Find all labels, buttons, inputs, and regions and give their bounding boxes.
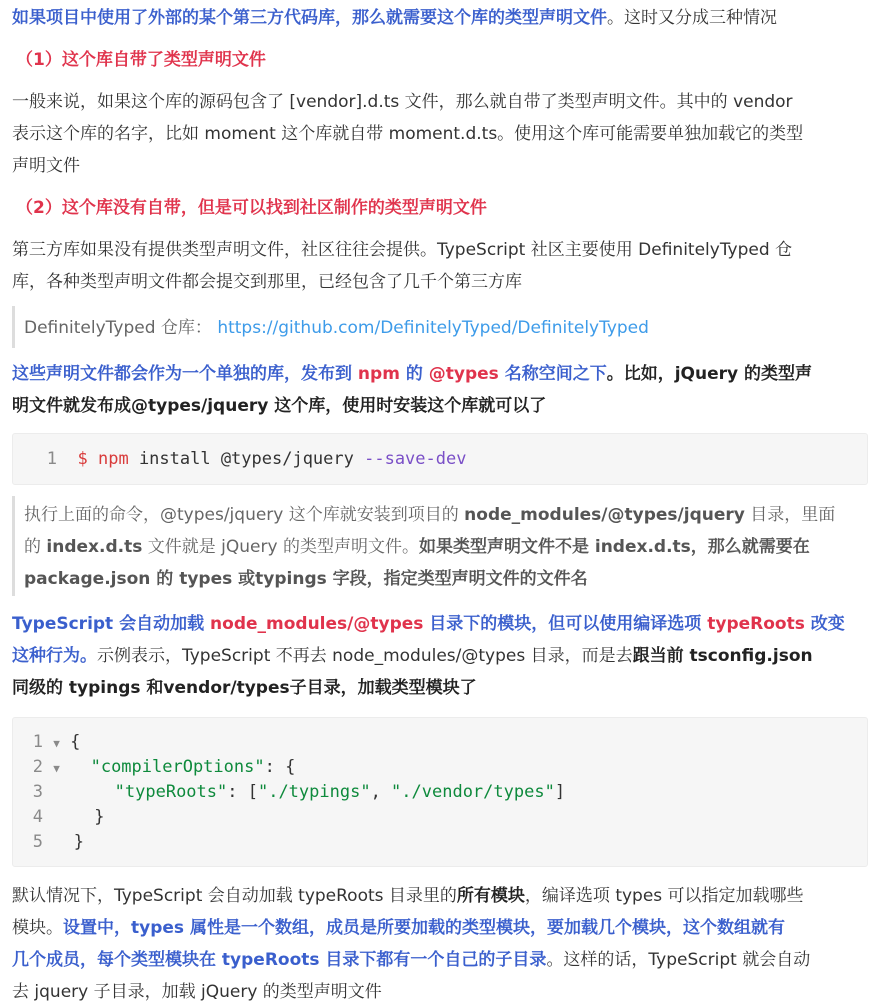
types-paragraph-line-2: 明文件就发布成@types/jquery 这个库，使用时安装这个库就可以了	[12, 396, 547, 416]
code-line	[13, 447, 466, 471]
json-string: "./typings"	[257, 782, 371, 802]
line-number: 5	[32, 832, 43, 852]
typeroots-paragraph-line-2	[12, 644, 866, 668]
types-scope-highlight: @types	[428, 364, 499, 384]
code-line-4	[13, 805, 104, 829]
shell-prompt: $	[77, 449, 88, 469]
json-brace: {	[70, 732, 81, 752]
case2-line-1: 第三方库如果没有提供类型声明文件，社区往往会提供。TypeScript 社区主要使用 DefinitelyTyped 仓	[12, 240, 793, 260]
types-option-line-3	[12, 948, 866, 972]
json-punct: ]	[554, 782, 566, 802]
line-number: 4	[32, 807, 43, 827]
line-number: 3	[32, 782, 43, 802]
code-line-1	[13, 730, 80, 756]
typeroots-highlight-e: 改变	[804, 614, 845, 634]
case1-line-1: 一般来说，如果这个库的源码包含了 [vendor].d.ts 文件，那么就自带了类型声明文件。其中的 vendor	[12, 92, 793, 112]
note-text: 文件就是 jQuery 的类型声明文件。	[142, 537, 419, 557]
quote-label: DefinitelyTyped 仓库：	[24, 318, 212, 338]
types-option-line-2	[12, 916, 866, 940]
typeroots-paragraph-line-3: 同级的 typings 和vendor/types子目录，加载类型模块了	[12, 678, 477, 698]
json-brace: }	[94, 807, 105, 827]
typeroots-bold: 跟当前 tsconfig.json	[632, 646, 813, 666]
typeroots-highlight-c: 目录下的模块，但可以使用编译选项	[423, 614, 708, 634]
case1-line-3: 声明文件	[12, 156, 80, 176]
install-note-line-3: package.json 的 types 或typings 字段，指定类型声明文件的文件名	[24, 569, 588, 589]
typeroots-highlight-l2a: 这种行为。	[12, 646, 97, 666]
types-highlight-e: 名称空间之下	[498, 364, 607, 384]
code-line-5	[13, 830, 84, 854]
line-number: 2	[32, 757, 43, 777]
line-number: 1	[32, 732, 43, 752]
json-brace: }	[73, 832, 84, 852]
save-dev-flag: --save-dev	[364, 449, 467, 469]
fold-toggle-icon[interactable]: ▼	[53, 762, 60, 775]
index-dts: index.d.ts	[46, 537, 143, 557]
heading-case-2: （2）这个库没有自带，但是可以找到社区制作的类型声明文件	[16, 198, 487, 218]
intro-paragraph	[12, 6, 866, 30]
code-block-tsconfig	[12, 717, 868, 867]
case1-line-2: 表示这个库的名字，比如 moment 这个库就自带 moment.d.ts。使用这个库可能需要单独加载它的类型	[12, 124, 804, 144]
note-text: 执行上面的命令，@types/jquery 这个库就安装到项目的	[24, 505, 465, 525]
types-option-text: 模块。	[12, 918, 63, 938]
types-option-text: 默认情况下，TypeScript 会自动加载 typeRoots 目录里的	[12, 886, 457, 906]
npm-highlight: npm	[357, 364, 400, 384]
definitelytyped-quote	[24, 316, 649, 340]
install-note-line-2	[24, 535, 810, 559]
node-modules-path: node_modules/@types/jquery	[464, 505, 745, 525]
json-punct: ,	[370, 782, 392, 802]
note-text: 目录，里面	[744, 505, 836, 525]
intro-rest: 。这时又分成三种情况	[607, 8, 777, 28]
types-highlight-c: 的	[399, 364, 429, 384]
code-line-2	[13, 755, 295, 781]
install-args: install @types/jquery	[128, 449, 365, 469]
types-option-text: 。这样的话，TypeScript 就会自动	[546, 950, 811, 970]
quote-bar	[12, 496, 15, 596]
typeroots-option-highlight: typeRoots	[707, 614, 805, 634]
code-line-3	[13, 780, 565, 804]
types-bold-f: 。比如，jQuery 的类型声	[606, 364, 813, 384]
typeroots-paragraph-line-1	[12, 612, 866, 636]
install-note-line-1	[24, 503, 835, 527]
typeroots-text: 示例表示，TypeScript 不再去 node_modules/@types 目录，而是去	[97, 646, 633, 666]
all-modules-bold: 所有模块	[456, 886, 525, 906]
types-option-text: ，编译选项 types 可以指定加载哪些	[524, 886, 804, 906]
types-option-line-1	[12, 884, 866, 908]
types-option-highlight: 设置中，types 属性是一个数组，成员是所要加载的类型模块，要加载几个模块，这个数组就有	[63, 918, 785, 938]
note-bold: 如果类型声明文件不是 index.d.ts，那么就需要在	[418, 537, 810, 557]
code-block-install	[12, 433, 868, 485]
json-key: "compilerOptions"	[90, 757, 265, 777]
case2-line-2: 库，各种类型声明文件都会提交到那里，已经包含了几千个第三方库	[12, 272, 522, 292]
json-string: "./vendor/types"	[391, 782, 555, 802]
json-key: "typeRoots"	[114, 782, 228, 802]
heading-case-1: （1）这个库自带了类型声明文件	[16, 50, 266, 70]
quote-bar	[12, 306, 15, 348]
typeroots-highlight-a: TypeScript 会自动加载	[12, 614, 211, 634]
line-number: 1	[46, 449, 57, 469]
fold-toggle-icon[interactable]: ▼	[53, 737, 60, 750]
npm-command: npm	[97, 449, 129, 469]
types-option-line-4: 去 jquery 子目录，加载 jQuery 的类型声明文件	[12, 982, 382, 1002]
types-paragraph-line-1	[12, 362, 866, 386]
intro-highlight: 如果项目中使用了外部的某个第三方代码库，那么就需要这个库的类型声明文件	[12, 8, 607, 28]
json-punct: : [	[227, 782, 258, 802]
definitelytyped-link[interactable]: https://github.com/DefinitelyTyped/DefinitelyTyped	[217, 318, 649, 338]
node-modules-types-highlight: node_modules/@types	[210, 614, 424, 634]
json-punct: : {	[264, 757, 296, 777]
types-highlight-a: 这些声明文件都会作为一个单独的库，发布到	[12, 364, 358, 384]
types-option-highlight: 几个成员，每个类型模块在 typeRoots 目录下都有一个自己的子目录	[12, 950, 547, 970]
note-text: 的	[24, 537, 47, 557]
